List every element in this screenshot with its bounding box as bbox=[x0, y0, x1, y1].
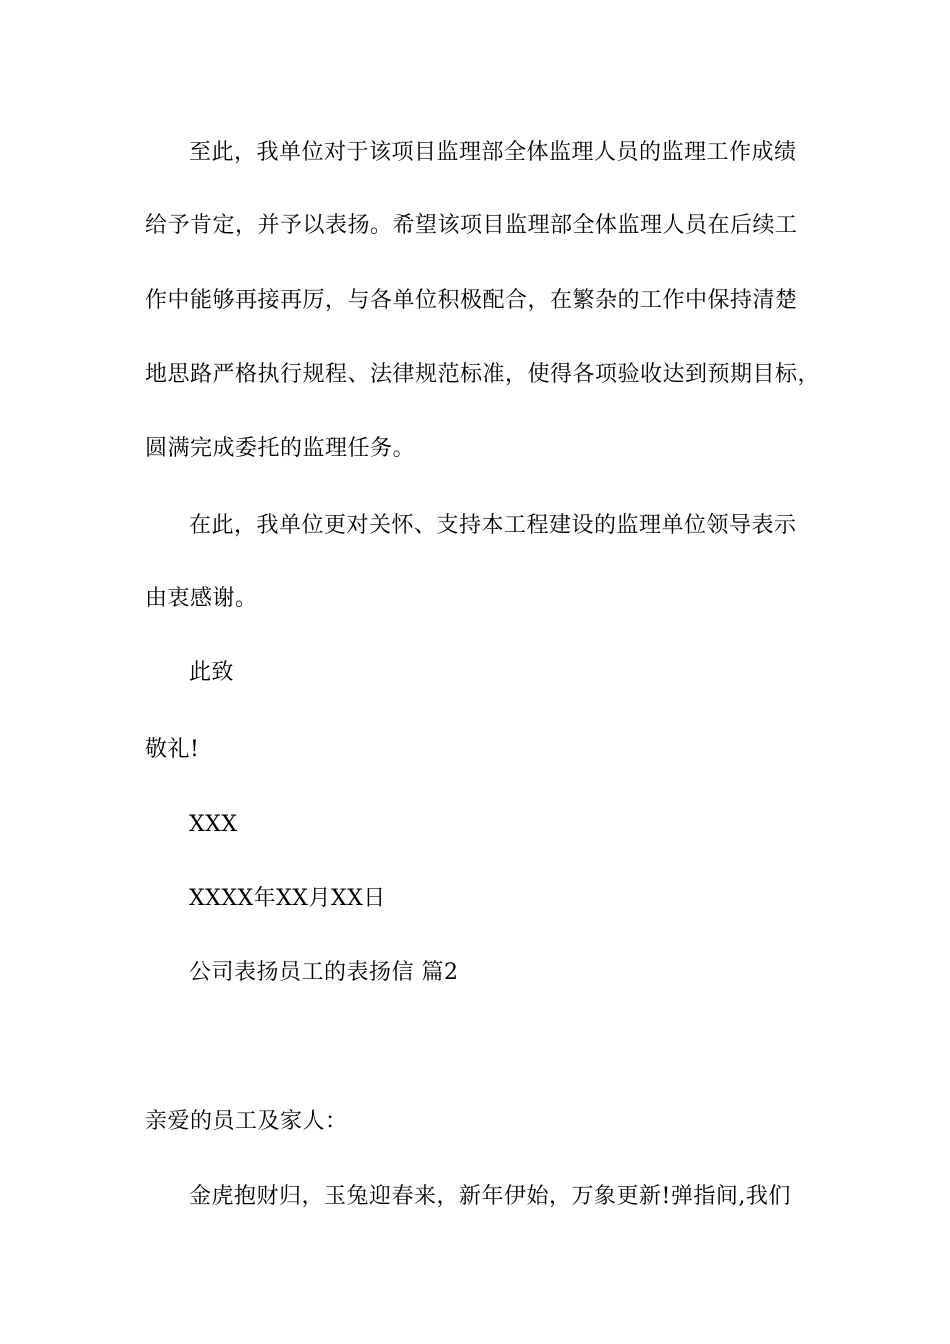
salutation: 亲爱的员工及家人： bbox=[145, 1109, 348, 1134]
paragraph-2-line-1: 在此，我单位更对关怀、支持本工程建设的监理单位领导表示 bbox=[189, 513, 797, 538]
signature: XXX bbox=[189, 812, 238, 837]
section-title: 公司表扬员工的表扬信 篇2 bbox=[189, 960, 459, 985]
paragraph-1-line-2: 给予肯定，并予以表扬。希望该项目监理部全体监理人员在后续工 bbox=[145, 213, 798, 238]
paragraph-1-line-1: 至此，我单位对于该项目监理部全体监理人员的监理工作成绩 bbox=[189, 140, 797, 165]
paragraph-1-line-3: 作中能够再接再厉，与各单位积极配合，在繁杂的工作中保持清楚 bbox=[145, 288, 798, 313]
paragraph-1-line-4: 地思路严格执行规程、法律规范标准，使得各项验收达到预期目标， bbox=[145, 362, 821, 387]
closing-phrase: 此致 bbox=[189, 660, 235, 685]
date: XXXX年XX月XX日 bbox=[189, 886, 386, 911]
paragraph-2-line-2: 由衷感谢。 bbox=[145, 586, 258, 611]
paragraph-3-line-1: 金虎抱财归，玉兔迎春来，新年伊始，万象更新!弹指间,我们 bbox=[189, 1184, 791, 1209]
closing-salute: 敬礼! bbox=[145, 737, 200, 762]
paragraph-1-line-5: 圆满完成委托的监理任务。 bbox=[145, 436, 416, 461]
